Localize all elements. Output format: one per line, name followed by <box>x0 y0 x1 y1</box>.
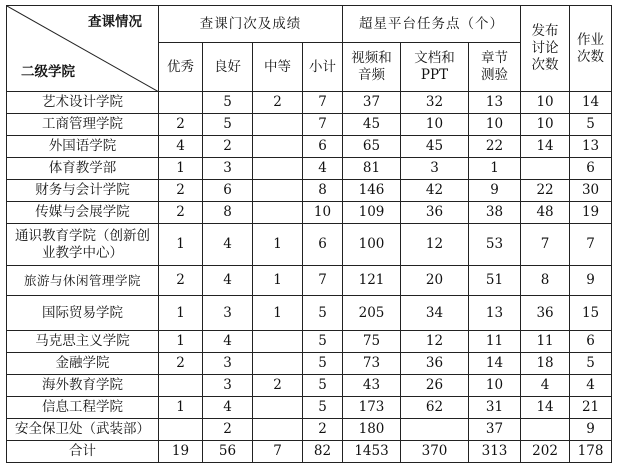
cell-video: 45 <box>343 114 401 136</box>
table-row <box>7 180 612 202</box>
row-name: 马克思主义学院 <box>7 331 159 353</box>
subtotal-header: 小计 <box>303 43 343 92</box>
total-good: 56 <box>203 441 253 463</box>
courses-group-header: 查课门次及成绩 <box>159 6 343 43</box>
table-row <box>7 114 612 136</box>
cell-doc <box>401 419 469 441</box>
cell-homework: 19 <box>570 202 612 224</box>
cell-excellent: 2 <box>159 180 203 202</box>
cell-medium <box>253 419 303 441</box>
cell-chapter: 38 <box>469 202 521 224</box>
table-row <box>7 202 612 224</box>
cell-chapter: 51 <box>469 266 521 296</box>
corner-header-cell <box>7 6 159 92</box>
cell-video: 65 <box>343 136 401 158</box>
cell-chapter: 9 <box>469 180 521 202</box>
cell-medium: 1 <box>253 266 303 296</box>
cell-good: 5 <box>203 92 253 114</box>
cell-subtotal: 7 <box>303 266 343 296</box>
good-header: 良好 <box>203 43 253 92</box>
cell-doc: 3 <box>401 158 469 180</box>
cell-good: 4 <box>203 266 253 296</box>
cell-chapter: 10 <box>469 375 521 397</box>
cell-video: 43 <box>343 375 401 397</box>
header-row-1 <box>7 6 612 43</box>
cell-good: 2 <box>203 419 253 441</box>
cell-medium <box>253 202 303 224</box>
cell-chapter: 53 <box>469 224 521 266</box>
table-row <box>7 266 612 296</box>
table-row <box>7 419 612 441</box>
cell-subtotal: 5 <box>303 375 343 397</box>
table-row <box>7 296 612 331</box>
row-name: 体育教学部 <box>7 158 159 180</box>
cell-doc: 36 <box>401 202 469 224</box>
cell-video: 109 <box>343 202 401 224</box>
cell-chapter: 11 <box>469 331 521 353</box>
cell-good: 3 <box>203 353 253 375</box>
cell-excellent: 2 <box>159 266 203 296</box>
row-name: 海外教育学院 <box>7 375 159 397</box>
cell-excellent <box>159 419 203 441</box>
row-name: 金融学院 <box>7 353 159 375</box>
cell-good: 4 <box>203 397 253 419</box>
cell-doc: 12 <box>401 331 469 353</box>
cell-excellent <box>159 92 203 114</box>
cell-good: 6 <box>203 180 253 202</box>
total-label: 合计 <box>7 441 159 463</box>
row-name: 工商管理学院 <box>7 114 159 136</box>
discussion-header: 发布讨论次数 <box>521 6 570 92</box>
cell-chapter: 1 <box>469 158 521 180</box>
total-homework: 178 <box>570 441 612 463</box>
cell-video: 205 <box>343 296 401 331</box>
cell-medium <box>253 158 303 180</box>
cell-homework: 4 <box>570 375 612 397</box>
cell-discussion: 36 <box>521 296 570 331</box>
cell-discussion: 18 <box>521 353 570 375</box>
cell-video: 37 <box>343 92 401 114</box>
cell-homework: 5 <box>570 353 612 375</box>
cell-doc: 10 <box>401 114 469 136</box>
cell-chapter: 13 <box>469 92 521 114</box>
cell-doc: 36 <box>401 353 469 375</box>
total-discussion: 202 <box>521 441 570 463</box>
cell-video: 75 <box>343 331 401 353</box>
cell-discussion: 11 <box>521 331 570 353</box>
cell-chapter: 31 <box>469 397 521 419</box>
cell-discussion <box>521 158 570 180</box>
cell-homework: 5 <box>570 114 612 136</box>
table-row <box>7 224 612 266</box>
cell-video: 180 <box>343 419 401 441</box>
cell-discussion: 10 <box>521 92 570 114</box>
cell-medium: 1 <box>253 224 303 266</box>
excellent-header: 优秀 <box>159 43 203 92</box>
cell-homework: 6 <box>570 331 612 353</box>
homework-header: 作业次数 <box>570 6 612 92</box>
row-name: 安全保卫处（武装部） <box>7 419 159 441</box>
cell-good: 8 <box>203 202 253 224</box>
report-table-wrapper <box>6 5 612 463</box>
cell-chapter: 37 <box>469 419 521 441</box>
table-row <box>7 158 612 180</box>
cell-subtotal: 4 <box>303 158 343 180</box>
chapter-header: 章节测验 <box>469 43 521 92</box>
cell-video: 146 <box>343 180 401 202</box>
cell-medium <box>253 397 303 419</box>
corner-bottom-label: 二级学院 <box>21 64 75 80</box>
cell-subtotal: 8 <box>303 180 343 202</box>
total-chapter: 313 <box>469 441 521 463</box>
cell-excellent: 2 <box>159 353 203 375</box>
cell-discussion: 7 <box>521 224 570 266</box>
total-video: 1453 <box>343 441 401 463</box>
cell-discussion: 22 <box>521 180 570 202</box>
cell-subtotal: 6 <box>303 224 343 266</box>
cell-chapter: 14 <box>469 353 521 375</box>
cell-good: 2 <box>203 136 253 158</box>
cell-subtotal: 6 <box>303 136 343 158</box>
cell-discussion <box>521 419 570 441</box>
corner-top-label: 查课情况 <box>88 14 142 30</box>
cell-homework: 7 <box>570 224 612 266</box>
cell-excellent: 1 <box>159 296 203 331</box>
table-row <box>7 331 612 353</box>
cell-homework: 30 <box>570 180 612 202</box>
cell-excellent: 1 <box>159 397 203 419</box>
cell-discussion: 14 <box>521 136 570 158</box>
row-name: 艺术设计学院 <box>7 92 159 114</box>
cell-excellent: 1 <box>159 224 203 266</box>
cell-doc: 42 <box>401 180 469 202</box>
cell-doc: 34 <box>401 296 469 331</box>
cell-homework: 15 <box>570 296 612 331</box>
cell-subtotal: 5 <box>303 331 343 353</box>
cell-medium <box>253 114 303 136</box>
cell-good: 3 <box>203 296 253 331</box>
cell-discussion: 10 <box>521 114 570 136</box>
total-doc: 370 <box>401 441 469 463</box>
cell-doc: 62 <box>401 397 469 419</box>
table-row <box>7 375 612 397</box>
cell-medium <box>253 331 303 353</box>
cell-good: 5 <box>203 114 253 136</box>
cell-video: 81 <box>343 158 401 180</box>
cell-medium: 1 <box>253 296 303 331</box>
cell-video: 121 <box>343 266 401 296</box>
cell-subtotal: 5 <box>303 296 343 331</box>
cell-video: 173 <box>343 397 401 419</box>
cell-subtotal: 5 <box>303 353 343 375</box>
table-row <box>7 136 612 158</box>
total-excellent: 19 <box>159 441 203 463</box>
cell-homework: 9 <box>570 419 612 441</box>
cell-medium: 2 <box>253 375 303 397</box>
medium-header: 中等 <box>253 43 303 92</box>
row-name: 信息工程学院 <box>7 397 159 419</box>
cell-good: 4 <box>203 224 253 266</box>
cell-doc: 12 <box>401 224 469 266</box>
cell-doc: 26 <box>401 375 469 397</box>
cell-subtotal: 7 <box>303 92 343 114</box>
cell-medium <box>253 353 303 375</box>
video-header: 视频和音频 <box>343 43 401 92</box>
cell-homework: 13 <box>570 136 612 158</box>
cell-good: 4 <box>203 331 253 353</box>
cell-subtotal: 7 <box>303 114 343 136</box>
row-name: 财务与会计学院 <box>7 180 159 202</box>
cell-homework: 9 <box>570 266 612 296</box>
cell-medium: 2 <box>253 92 303 114</box>
cell-medium <box>253 136 303 158</box>
cell-chapter: 13 <box>469 296 521 331</box>
row-name: 外国语学院 <box>7 136 159 158</box>
cell-subtotal: 2 <box>303 419 343 441</box>
cell-homework: 6 <box>570 158 612 180</box>
table-row <box>7 92 612 114</box>
cell-excellent: 1 <box>159 158 203 180</box>
row-name: 传媒与会展学院 <box>7 202 159 224</box>
total-row <box>7 441 612 463</box>
cell-chapter: 22 <box>469 136 521 158</box>
cell-discussion: 4 <box>521 375 570 397</box>
platform-group-header: 超星平台任务点（个） <box>343 6 521 43</box>
cell-homework: 21 <box>570 397 612 419</box>
course-inspection-table <box>6 5 612 463</box>
cell-homework: 14 <box>570 92 612 114</box>
table-row <box>7 353 612 375</box>
cell-discussion: 14 <box>521 397 570 419</box>
cell-video: 73 <box>343 353 401 375</box>
cell-good: 3 <box>203 158 253 180</box>
cell-excellent: 4 <box>159 136 203 158</box>
cell-medium <box>253 180 303 202</box>
cell-excellent: 1 <box>159 331 203 353</box>
table-row <box>7 397 612 419</box>
row-name: 通识教育学院（创新创业教学中心） <box>7 224 159 266</box>
cell-excellent: 2 <box>159 114 203 136</box>
cell-discussion: 8 <box>521 266 570 296</box>
cell-subtotal: 10 <box>303 202 343 224</box>
cell-chapter: 10 <box>469 114 521 136</box>
row-name: 旅游与休闲管理学院 <box>7 266 159 296</box>
cell-subtotal: 5 <box>303 397 343 419</box>
cell-doc: 45 <box>401 136 469 158</box>
row-name: 国际贸易学院 <box>7 296 159 331</box>
cell-excellent <box>159 375 203 397</box>
cell-good: 3 <box>203 375 253 397</box>
total-subtotal: 82 <box>303 441 343 463</box>
doc-header: 文档和PPT <box>401 43 469 92</box>
cell-doc: 20 <box>401 266 469 296</box>
cell-excellent: 2 <box>159 202 203 224</box>
cell-discussion: 48 <box>521 202 570 224</box>
cell-video: 100 <box>343 224 401 266</box>
cell-doc: 32 <box>401 92 469 114</box>
total-medium: 7 <box>253 441 303 463</box>
